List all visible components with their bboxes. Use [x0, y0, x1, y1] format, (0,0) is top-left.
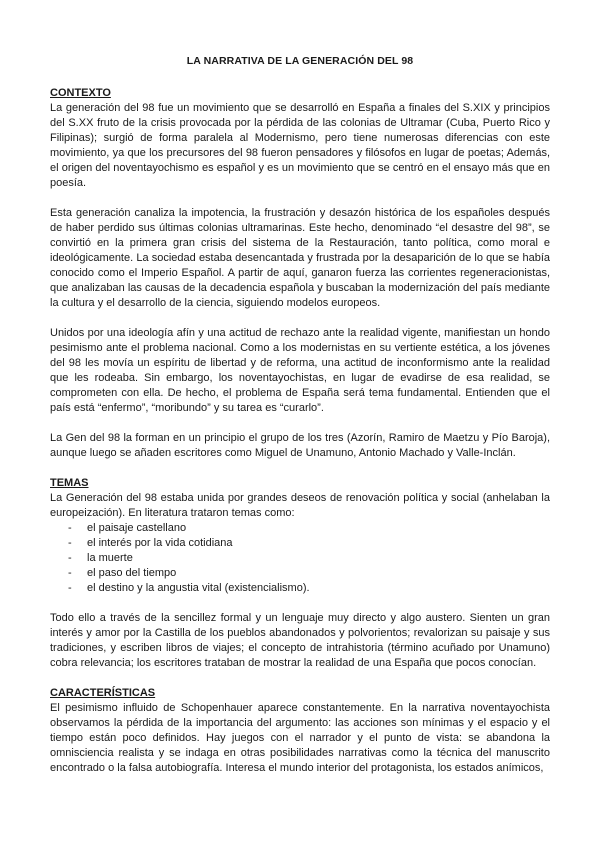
section-heading-caracteristicas: CARACTERÍSTICAS [50, 687, 156, 699]
temas-closing: Todo ello a través de la sencillez formal y un lenguaje muy directo y algo austero. Sienten un gran interés y amor por la Castilla de los pueblos abandonados y polvorientos; revalorizan su paisaje y sus tradiciones, y escriben libros de viajes; el concepto de intrahistoria (término acuñado por Unamuno) cobra relevancia; los escritores trataban de mostrar la realidad de una España que pocos conocían. [50, 612, 550, 669]
list-item [50, 581, 550, 596]
dash-bullet: - [68, 522, 72, 534]
list-item-text: el paso del tiempo [87, 567, 177, 579]
contexto-paragraph-4: La Gen del 98 la forman en un principio el grupo de los tres (Azorín, Ramiro de Maetzu y Pío Baroja), aunque luego se añaden escritores como Miguel de Unamuno, Antonio Machado y Valle-Inclán. [50, 432, 550, 459]
section-heading-contexto: CONTEXTO [50, 87, 111, 99]
list-item-text: el destino y la angustia vital (existencialismo). [87, 582, 310, 594]
dash-bullet: - [68, 552, 72, 564]
document-title: LA NARRATIVA DE LA GENERACIÓN DEL 98 [186, 55, 414, 67]
list-item-text: el interés por la vida cotidiana [87, 537, 233, 549]
list-item [50, 521, 550, 536]
temas-intro: La Generación del 98 estaba unida por grandes deseos de renovación política y social (anhelaban la europeización). En literatura trataron temas como: [50, 492, 550, 519]
dash-bullet: - [68, 567, 72, 579]
contexto-paragraph-1: La generación del 98 fue un movimiento que se desarrolló en España a finales del S.XIX y principios del S.XX fruto de la crisis provocada por la pérdida de las colonias de Ultramar (Cuba, Puerto Rico y Filipinas); surgió de forma paralela al Modernismo, pero tiene numerosas diferencias con este movimiento, ya que los precursores del 98 fueron pensadores y filósofos en lugar de poetas; Además, el origen del noventayochismo es español y es un movimiento que se centró en el ensayo más que en poesía. [50, 102, 550, 189]
contexto-paragraph-2: Esta generación canaliza la impotencia, la frustración y desazón histórica de los españoles después de haber perdido sus últimas colonias ultramarinas. Este hecho, denominado “el desastre del 98”, se convirtió en la primera gran crisis del sistema de la Restauración, tanto política, como moral e ideológicamente. La sociedad estaba desencantada y frustrada por la desaparición de lo que se había conocido como el Imperio Español. A partir de aquí, ganaron fuerza las corrientes regeneracionistas, que analizaban las causas de la decadencia española y buscaban la modernización del país mediante la cultura y el desarrollo de la ciencia, siguiendo modelos europeos. [50, 207, 550, 309]
list-item-text: la muerte [87, 552, 133, 564]
temas-list [50, 521, 550, 596]
section-heading-temas: TEMAS [50, 477, 89, 489]
list-item [50, 536, 550, 551]
list-item [50, 551, 550, 566]
dash-bullet: - [68, 537, 72, 549]
dash-bullet: - [68, 582, 72, 594]
document-body [50, 54, 550, 776]
contexto-paragraph-3: Unidos por una ideología afín y una actitud de rechazo ante la realidad vigente, manifiestan un hondo pesimismo ante el problema nacional. Como a los modernistas en su vertiente estética, a los jóvenes del 98 les movía un espíritu de libertad y de reforma, una actitud de inconformismo ante la realidad que les rodeaba. Sin embargo, los noventayochistas, en lugar de evadirse de esa realidad, se comprometen con ella. De hecho, el problema de España será tema fundamental. Entienden que el país está “enfermo”, “moribundo” y su tarea es “curarlo”. [50, 327, 550, 414]
list-item-text: el paisaje castellano [87, 522, 187, 534]
caracteristicas-paragraph: El pesimismo influido de Schopenhauer aparece constantemente. En la narrativa noventayochista observamos la pérdida de la importancia del argumento: las acciones son mínimas y el espacio y el tiempo están poco definidos. Hay juegos con el narrador y el punto de vista: se abandona la omnisciencia realista y se indaga en otras posibilidades narrativas como la técnica del manuscrito encontrado o la falsa autobiografía. Interesa el mundo interior del protagonista, los estados anímicos, [50, 702, 550, 774]
list-item [50, 566, 550, 581]
